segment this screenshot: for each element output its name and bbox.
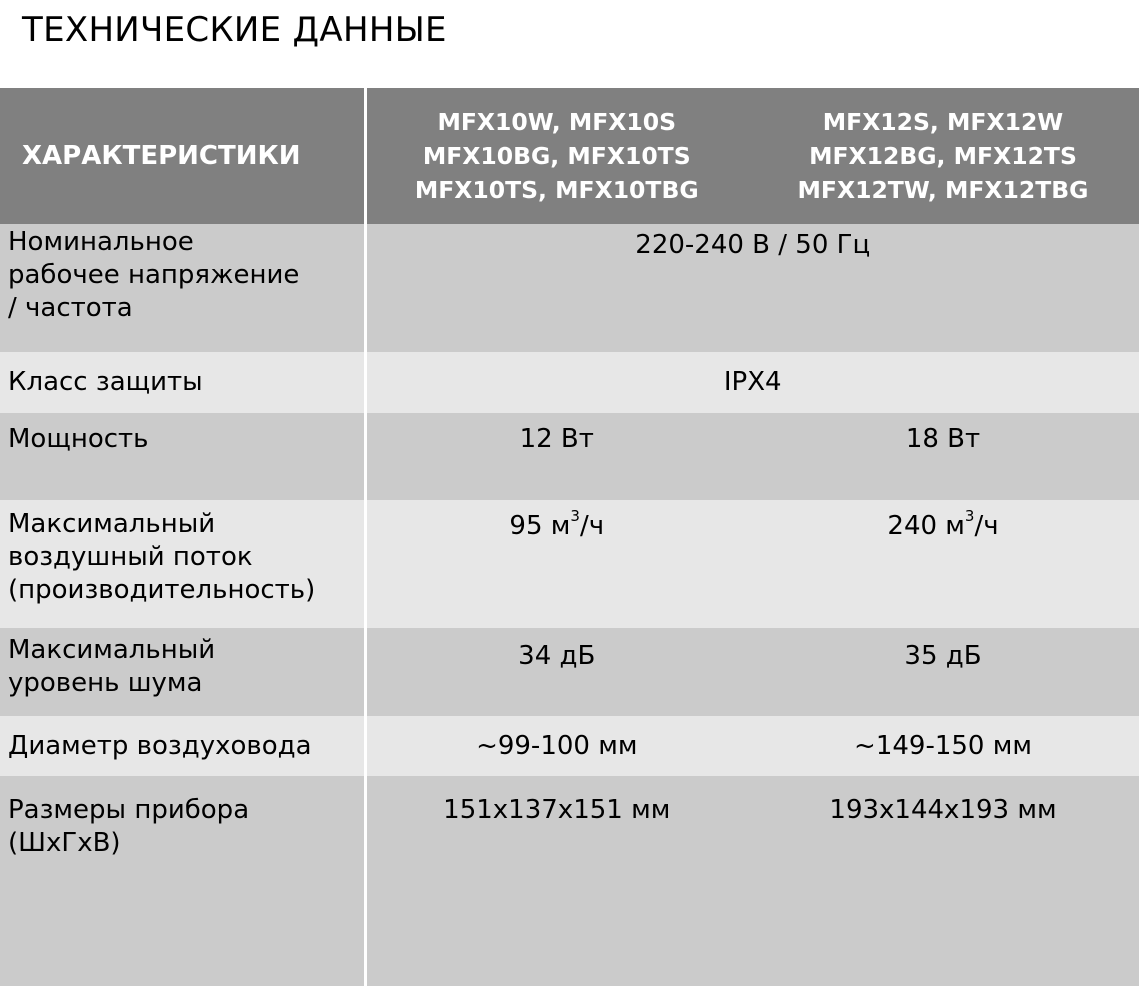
unit-superscript: 3 <box>964 507 975 526</box>
noise-value-1: 34 дБ <box>365 628 747 716</box>
row-protection <box>0 352 1139 413</box>
spec-table <box>0 88 1139 986</box>
unit-superscript: 3 <box>570 507 580 526</box>
unit-suffix: /ч <box>579 511 605 541</box>
dimensions-label <box>0 776 365 986</box>
duct-value-2: ~149-150 мм <box>747 716 1139 776</box>
power-value-2: 18 Вт <box>747 413 1139 500</box>
model-group-2-line: MFX12TW, MFX12TBG <box>797 176 1089 204</box>
protection-label: Класс защиты <box>0 352 365 413</box>
header-model-group-2 <box>747 88 1139 224</box>
header-characteristics: ХАРАКТЕРИСТИКИ <box>0 88 365 224</box>
header-model-group-1 <box>365 88 747 224</box>
label-line: Максимальный <box>8 635 216 665</box>
duct-value-1: ~99-100 мм <box>365 716 747 776</box>
dimensions-value-1: 151х137х151 мм <box>365 776 747 986</box>
label-line: Размеры прибора <box>8 795 250 825</box>
power-label: Мощность <box>0 413 365 500</box>
power-value-1: 12 Вт <box>365 413 747 500</box>
label-line: (производительность) <box>8 575 316 605</box>
label-line: рабочее напряжение <box>8 260 300 290</box>
label-line: / частота <box>8 293 133 323</box>
noise-value-2: 35 дБ <box>747 628 1139 716</box>
row-power <box>0 413 1139 500</box>
header-row <box>0 88 1139 224</box>
label-line: (ШхГхВ) <box>8 828 121 858</box>
row-duct <box>0 716 1139 776</box>
dimensions-value-2: 193х144х193 мм <box>747 776 1139 986</box>
row-airflow <box>0 500 1139 628</box>
label-line: уровень шума <box>8 668 203 698</box>
row-noise <box>0 628 1139 716</box>
airflow-number: 95 м <box>509 511 571 541</box>
model-group-1-line: MFX10TS, MFX10TBG <box>414 176 699 204</box>
protection-value: IPX4 <box>365 352 1139 413</box>
unit-suffix: /ч <box>974 511 999 541</box>
duct-label: Диаметр воздуховода <box>0 716 365 776</box>
airflow-value-1 <box>365 500 747 628</box>
model-group-1-line: MFX10BG, MFX10TS <box>422 142 691 170</box>
model-group-1-line: MFX10W, MFX10S <box>437 108 677 136</box>
model-group-2-line: MFX12BG, MFX12TS <box>809 142 1077 170</box>
airflow-number: 240 м <box>887 511 965 541</box>
row-dimensions <box>0 776 1139 986</box>
label-line: Номинальное <box>8 227 194 257</box>
label-line: воздушный поток <box>8 542 253 572</box>
model-group-2-line: MFX12S, MFX12W <box>822 108 1064 136</box>
voltage-value: 220-240 В / 50 Гц <box>365 224 1139 352</box>
airflow-label <box>0 500 365 628</box>
airflow-value-2 <box>747 500 1139 628</box>
page-title: ТЕХНИЧЕСКИЕ ДАННЫЕ <box>22 10 447 50</box>
label-line: Максимальный <box>8 509 216 539</box>
row-voltage <box>0 224 1139 352</box>
voltage-label <box>0 224 365 352</box>
noise-label <box>0 628 365 716</box>
